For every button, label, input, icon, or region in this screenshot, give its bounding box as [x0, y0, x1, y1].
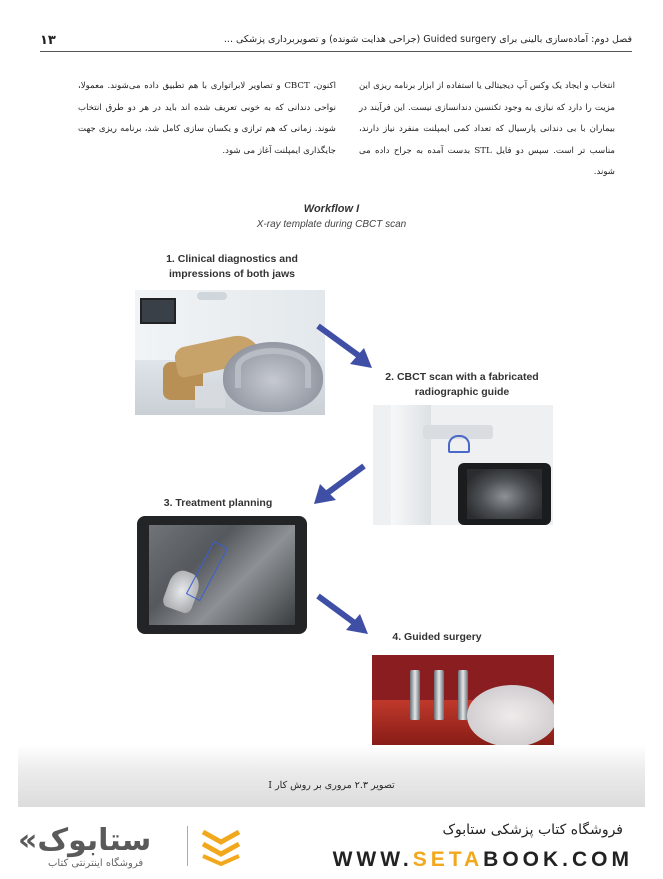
paragraph-left-column: اکنون، CBCT و تصاویر لابراتواری با هم تطبیق داده می‌شوند. معمولا، نواحی دندانی که به خوبی تعریف شده اند باید در هر دو طرق انتخاب شوند. زمانی که هم ترازی و یکسان سازی کامل شد، برنامه ریزی جهت جایگذاری ایمپلنت آغاز می شود. [78, 81, 336, 156]
url-suffix: BOOK.COM [483, 848, 633, 871]
arrow-down-left-icon [310, 460, 370, 510]
store-url[interactable] [333, 848, 633, 872]
book-stack-icon [199, 826, 243, 866]
step-2-line-1: 2. CBCT scan with a fabricated [385, 371, 539, 383]
logo-wordmark: ستابوک [37, 823, 152, 858]
url-prefix: WWW. [332, 848, 413, 871]
step-1-label [132, 252, 332, 282]
running-head: فصل دوم: آماده‌سازی بالینی برای Guided surgery (جراحی هدایت شونده) و تصویربرداری پزشکی ... [223, 34, 632, 45]
page-number: ۱۳ [40, 33, 56, 48]
step-3-line-1: 3. Treatment planning [163, 497, 273, 509]
step-3-label [128, 496, 308, 511]
setabook-logo [18, 823, 151, 858]
paragraph-right-column: انتخاب و ایجاد یک وکس آپ دیجیتالی یا استفاده از ابزار برنامه ریزی این مزیت را دارد که نیازی به وجود تکنسین دندانسازی نیست. این فرآیند در بیماران با بی دندانی پارسیال که تعداد کمی ایمپلنت منفرد نیاز دارند، مناسب تر است. سپس دو فایل STL بدست آمده به جراح داده می شوند. [359, 81, 616, 177]
step-4-line-1: 4. Guided surgery [392, 631, 482, 643]
step-2-label [362, 370, 562, 400]
figure-title: Workflow I [303, 203, 360, 215]
logo-subtitle: فروشگاه اینترنتی کتاب [48, 858, 144, 869]
treatment-planning-tablet [137, 516, 307, 634]
url-highlight: SETA [412, 848, 484, 871]
step-2-line-2: radiographic guide [414, 386, 510, 398]
page-header [40, 28, 632, 52]
arrow-down-right-icon [312, 320, 382, 375]
step-1-line-2: impressions of both jaws [168, 268, 296, 280]
logo-chevrons-icon: « [18, 823, 38, 858]
arrow-down-right-icon-2 [312, 590, 374, 640]
logo-divider [187, 826, 188, 866]
clinic-impression-photo [135, 290, 325, 415]
store-name: فروشگاه کتاب پزشکی ستابوک [442, 822, 623, 838]
cbct-scanner-photo [373, 405, 553, 525]
step-1-line-1: 1. Clinical diagnostics and [166, 253, 298, 265]
guided-surgery-photo [372, 655, 554, 753]
figure-subtitle: X-ray template during CBCT scan [256, 219, 407, 230]
figure-caption: تصویر ۲.۳ مروری بر روش کار I [268, 780, 395, 791]
step-4-label [362, 630, 512, 645]
figure-caption-band [18, 745, 645, 807]
